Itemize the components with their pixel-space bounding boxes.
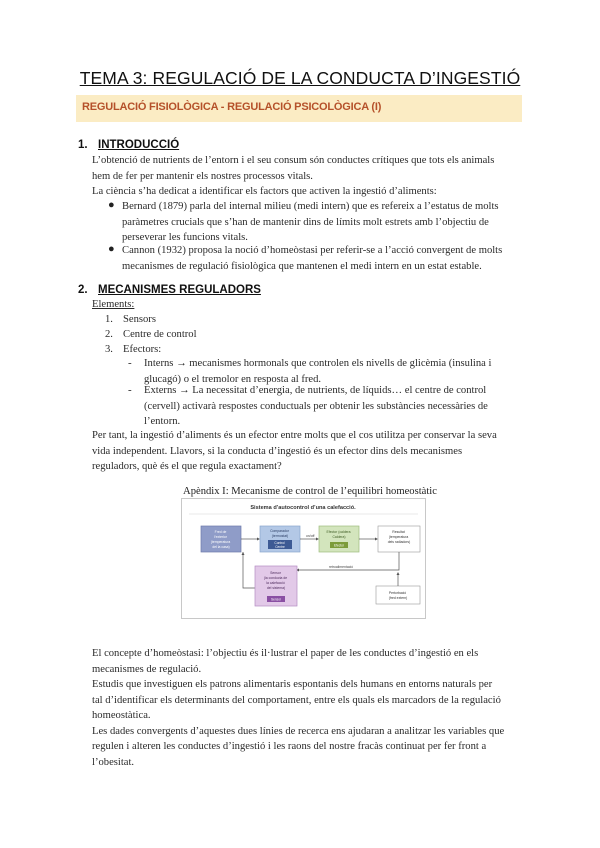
section2-number: 2. — [78, 284, 88, 296]
disturbance-box — [376, 586, 420, 604]
bullet-dot: ● — [108, 243, 115, 255]
svg-text:Comparador (termostat) — [270, 529, 290, 538]
diagram-title: Sistema d’autocontrol d’una calefacció. — [250, 505, 356, 511]
input-box-line: l’exterior — [214, 535, 227, 539]
section1-number: 1. — [78, 139, 88, 151]
effector-tag-text: Efector — [333, 543, 345, 548]
input-box-line: (temperatura — [210, 540, 231, 544]
disturbance-box-line: (fred extern) — [388, 596, 408, 600]
document-subtitle: REGULACIÓ FISIOLÒGICA - REGULACIÓ PSICOLÒGICA (I) — [82, 101, 382, 113]
result-box-line: (temperatura — [388, 535, 409, 539]
dash: - — [128, 384, 132, 396]
dash: - — [128, 357, 132, 369]
figure-caption: Apèndix I: Mecanisme de control de l’equilibri homeostàtic — [183, 486, 437, 497]
sensor-box-line: Sensor — [270, 571, 281, 575]
list-item: 1. Sensors — [105, 314, 156, 325]
document-title: TEMA 3: REGULACIÓ DE LA CONDUCTA D’INGESTIÓ — [79, 68, 521, 88]
input-box-line: del la casa) — [212, 545, 230, 549]
bullet-item: Cannon (1932) proposa la noció d’homeòstasi per referir-se a l’acció convergent de molts mecanismes de regulació fisiològica que mantenen el medi intern en un estat estable. — [122, 245, 503, 272]
control-tag-line: Control — [274, 541, 285, 545]
bullet-dot: ● — [108, 199, 115, 211]
sensor-box-line: la calefacció — [266, 581, 285, 585]
sensor-box-line: del sistema) — [266, 586, 286, 590]
homeostasis-diagram — [181, 498, 426, 619]
svg-text:Control Centre — [274, 541, 285, 549]
disturbance-box-line: Pertorbació — [388, 591, 407, 595]
effector-box-line: Efector (caldera — [326, 530, 351, 534]
input-box-line: Fred de — [214, 530, 227, 534]
list-item: 3. Efectors: — [105, 344, 162, 355]
control-box-line: Comparador — [270, 529, 289, 533]
control-tag-line: Centre — [275, 545, 285, 549]
sensor-box-line: (la conducta de — [263, 576, 288, 580]
list-item: 2. Centre de control — [105, 329, 197, 340]
elements-label: Elements: — [92, 299, 135, 310]
effector-box-line: Caldera) — [332, 535, 346, 539]
control-box-line: (termostat) — [271, 534, 289, 538]
section2-heading-text: MECANISMES REGULADORS — [98, 284, 261, 296]
sensor-tag-text: Sensor — [270, 597, 282, 602]
section2-heading — [78, 284, 261, 296]
svg-text:Pertorbació (fred extern) — [389, 591, 407, 600]
section1-heading-text: INTRODUCCIÓ — [98, 139, 180, 151]
effector-item: Externs → La necessitat d’energia, de nutrients, de líquids… el centre de control (cervell) activarà respostes conductuals per obtenir les substàncies necessàries de l’entorn. — [144, 385, 488, 427]
intro-paragraph: L’obtenció de nutrients de l’entorn i el seu consum són conductes crítiques que tots els animals hem de fer per mantenir els nostres processos vitals. La ciència s’ha dedicat a identificar els factors que activen la ingestió d’aliments: — [92, 155, 495, 197]
closing-paragraph: El concepte d’homeòstasi: l’objectiu és il·lustrar el paper de les conductes d’ingestió en els mecanismes de regulació. Estudis que investiguen els patrons alimentaris espontanis dels humans en entorns naturals per tal d’identificar els determinants del comportament, entre els quals els marcadors de la regulació homeostàtica. Les dades convergents d’aquestes dues línies de recerca ens ajudaran a analitzar les variables que regulen i alteren les conductes d’ingestió i les raons del nostre fracàs continuat per fer front a l’obesitat. — [92, 648, 505, 768]
effector-item: Interns → mecanismes hormonals que controlen els nivells de glicèmia (insulina i glucagó) o el tremolor en resposta al fred. — [144, 358, 492, 385]
feedback-label: retroalimentació — [328, 565, 354, 569]
result-box-line: Resultat — [392, 530, 405, 534]
section1-heading — [78, 139, 179, 151]
result-box-line: dels radiadors) — [387, 540, 411, 544]
bullet-item: Bernard (1879) parla del internal milieu (medi intern) que es refereix a l’estatus de molts paràmetres crucials que s’han de mantenir dins de límits molt estrets amb l’objectiu de perseverar les funcions vitals. — [122, 201, 499, 243]
on-off-label: on/off — [306, 534, 315, 538]
section2-paragraph: Per tant, la ingestió d’aliments és un efector entre molts que el cos utilitza per conservar la seva vida independent. Llavors, si la conducta d’ingestió és un efector dins dels mecanismes reguladors, què és el que regula exactament? — [92, 430, 497, 472]
